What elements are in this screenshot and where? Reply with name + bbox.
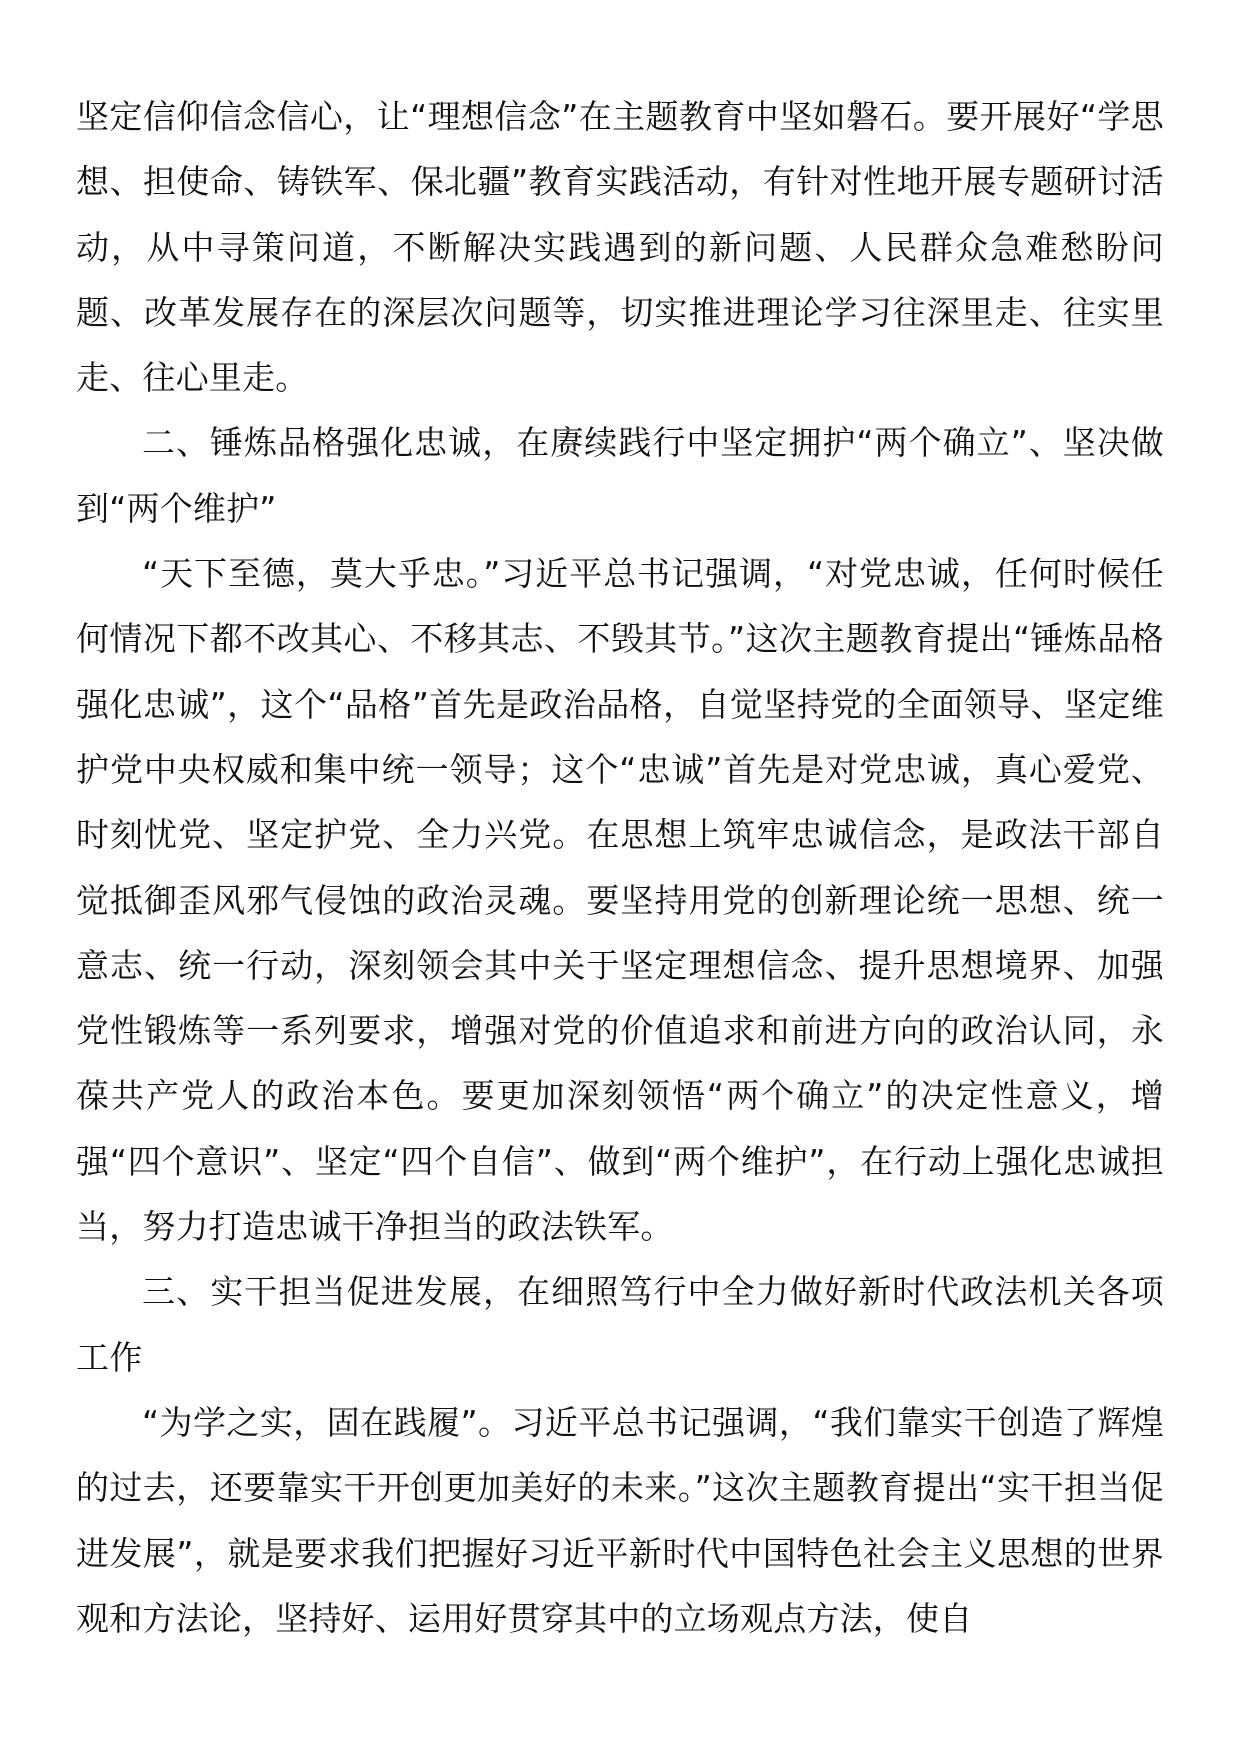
body-paragraph: “天下至德，莫大乎忠。”习近平总书记强调，“对党忠诚，任何时候任何情况下都不改其心、不移其志、不毁其节。”这次主题教育提出“锤炼品格强化忠诚”，这个“品格”首先是政治品格，自觉坚持党的全面领导、坚定维护党中央权威和集中统一领导；这个“忠诚”首先是对党忠诚，真心爱党、时刻忧党、坚定护党、全力兴党。在思想上筑牢忠诚信念，是政法干部自觉抵御歪风邪气侵蚀的政治灵魂。要坚持用党的创新理论统一思想、统一意志、统一行动，深刻领会其中关于坚定理想信念、提升思想境界、加强党性锻炼等一系列要求，增强对党的价值追求和前进方向的政治认同，永葆共产党人的政治本色。要更加深刻领悟“两个确立”的决定性意义，增强“四个意识”、坚定“四个自信”、做到“两个维护”，在行动上强化忠诚担当，努力打造忠诚干净担当的政法铁军。 xyxy=(76,554,1164,1247)
body-paragraph: 坚定信仰信念信心，让“理想信念”在主题教育中坚如磐石。要开展好“学思想、担使命、铸铁军、保北疆”教育实践活动，有针对性地开展专题研讨活动，从中寻策问道，不断解决实践遇到的新问题、人民群众急难愁盼问题、改革发展存在的深层次问题等，切实推进理论学习往深里走、往实里走、往心里走。 xyxy=(76,97,1164,398)
body-paragraph: “为学之实，固在践履”。习近平总书记强调，“我们靠实干创造了辉煌的过去，还要靠实干开创更加美好的未来。”这次主题教育提出“实干担当促进发展”，就是要求我们把握好习近平新时代中国特色社会主义思想的世界观和方法论，坚持好、运用好贯穿其中的立场观点方法，使自 xyxy=(76,1402,1164,1638)
document-body xyxy=(76,84,1164,1651)
section-heading: 三、实干担当促进发展，在细照笃行中全力做好新时代政法机关各项工作 xyxy=(76,1272,1164,1377)
section-heading: 二、锤炼品格强化忠诚，在赓续践行中坚定拥护“两个确立”、坚决做到“两个维护” xyxy=(76,423,1164,528)
